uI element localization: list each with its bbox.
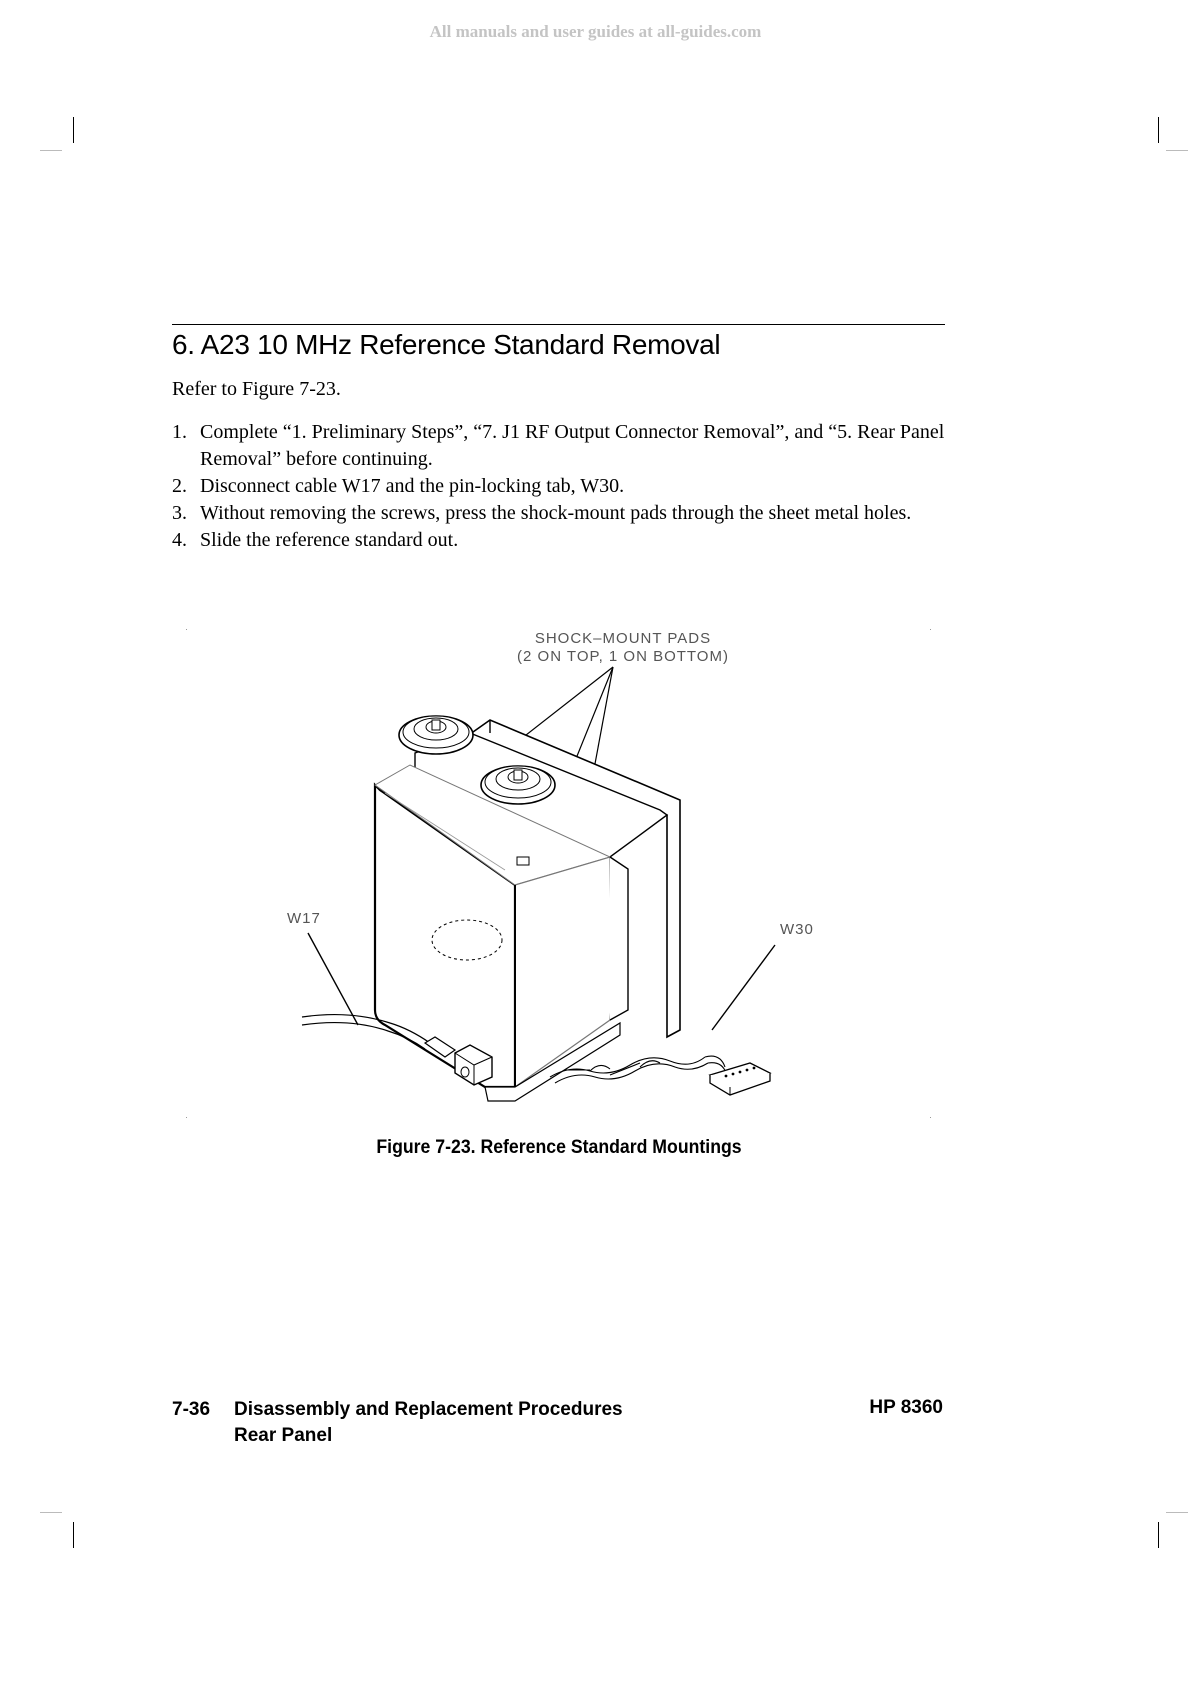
- footer-subtitle: Rear Panel: [234, 1425, 333, 1446]
- connector-w30: [710, 1063, 770, 1095]
- step-list: [172, 419, 952, 554]
- crop-mark-bottom-left-h: [40, 1512, 62, 1513]
- step-number: 4.: [172, 529, 187, 551]
- watermark: All manuals and user guides at all-guides.com: [429, 22, 762, 41]
- figure-caption: Figure 7-23. Reference Standard Mountings: [376, 1137, 742, 1158]
- footer-model: HP 8360: [869, 1397, 943, 1418]
- label-w30: W30: [780, 921, 814, 938]
- shock-mount-pad-2: [481, 766, 555, 804]
- crop-mark-top-right-h: [1166, 150, 1188, 151]
- crop-mark-top-left: [73, 117, 74, 143]
- crop-mark-bottom-left: [73, 1522, 74, 1548]
- step-text: Slide the reference standard out.: [200, 529, 459, 551]
- crop-mark-top-right: [1158, 117, 1159, 143]
- step-text: Without removing the screws, press the shock-mount pads through the sheet metal holes.: [200, 502, 912, 524]
- label-shock-mount-pads: SHOCK–MOUNT PADS: [534, 630, 712, 647]
- crop-mark-top-left-h: [40, 150, 62, 151]
- w17-leader-line: [308, 933, 358, 1025]
- step-item: [172, 500, 952, 527]
- reference-standard-illustration: [170, 625, 950, 1125]
- step-item: [172, 419, 952, 473]
- step-item: [172, 527, 952, 554]
- label-w17: W17: [287, 910, 321, 927]
- step-item: [172, 473, 952, 500]
- shock-mount-pad-1: [399, 716, 473, 754]
- footer-left: [172, 1397, 623, 1449]
- step-number: 1.: [172, 421, 187, 443]
- step-number: 3.: [172, 502, 187, 524]
- label-pads-location: (2 ON TOP, 1 ON BOTTOM): [517, 648, 729, 665]
- crop-mark-bottom-right-h: [1166, 1512, 1188, 1513]
- box-side-face: [515, 857, 612, 1087]
- footer-title: Disassembly and Replacement Procedures: [234, 1399, 623, 1420]
- section-rule: [172, 324, 945, 325]
- step-number: 2.: [172, 475, 187, 497]
- step-text: Disconnect cable W17 and the pin-locking tab, W30.: [200, 475, 625, 497]
- section-title: 6. A23 10 MHz Reference Standard Removal: [172, 329, 721, 360]
- w30-leader-line: [712, 945, 775, 1030]
- step-text: Complete “1. Preliminary Steps”, “7. J1 RF Output Connector Removal”, and “5. Rear Panel Removal” before continuing.: [200, 421, 945, 470]
- page-number: 7-36: [172, 1399, 211, 1420]
- intro-text: Refer to Figure 7-23.: [172, 378, 341, 400]
- crop-mark-bottom-right: [1158, 1522, 1159, 1548]
